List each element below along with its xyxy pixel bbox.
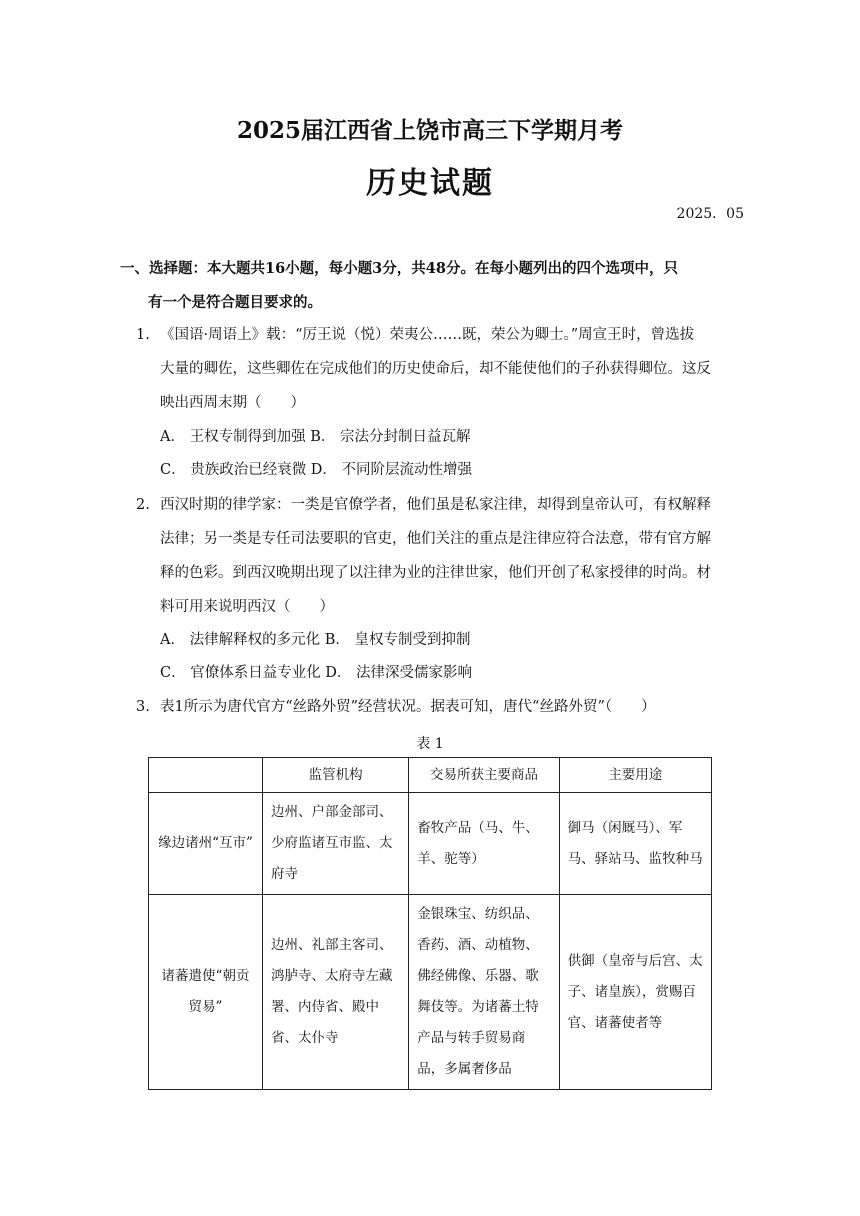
question-number: 3.: [136, 699, 150, 715]
table-cell-agency: 边州、礼部主客司、鸿胪寺、太府寺左藏署、内侍省、殿中省、太仆寺: [263, 895, 409, 1090]
table-header-row: [149, 758, 712, 793]
question-text-line: 大量的卿佐，这些卿佐在完成他们的历史使命后，却不能使他们的子孙获得卿位。这反: [160, 361, 711, 377]
trade-table: [148, 757, 712, 1090]
table-cell-goods: 畜牧产品（马、牛、羊、驼等）: [409, 793, 559, 895]
question-text-line: 释的色彩。到西汉晚期出现了以注律为业的注律世家，他们开创了私家授律的时尚。材: [160, 565, 711, 581]
subject-title: 历史试题: [366, 166, 494, 201]
section-heading-line1: 一、选择题：本大题共16小题，每小题3分，共48分。在每小题列出的四个选项中，只: [120, 260, 678, 277]
table-cell-type: 诸蕃遣使“朝贡贸易”: [149, 895, 263, 1090]
table-header-cell: 监管机构: [263, 758, 409, 793]
table-cell-use: 供御（皇帝与后宫、太子、诸皇族），赏赐百官、诸蕃使者等: [559, 895, 711, 1090]
exam-date: 2025．05: [676, 206, 744, 222]
table-cell-use: 御马（闲厩马）、军马、驿站马、监牧种马: [559, 793, 711, 895]
section-heading: [120, 252, 740, 320]
question-text-line: 《国语·周语上》载：“厉王说（悦）荣夷公……既，荣公为卿士。”周宣王时，曾选拔: [160, 327, 695, 343]
question-text-line: 西汉时期的律学家：一类是官僚学者，他们虽是私家注律，却得到皇帝认可，有权解释: [160, 497, 711, 513]
question-number: 2.: [136, 497, 150, 513]
table-header-cell: 主要用途: [559, 758, 711, 793]
table-cell-type: 缘边诸州“互市”: [149, 793, 263, 895]
question-text-line: 法律；另一类是专任司法要职的官吏，他们关注的重点是注律应符合法意，带有官方解: [160, 531, 711, 547]
table-row: [149, 793, 712, 895]
table-header-cell: [149, 758, 263, 793]
question-text-line: 料可用来说明西汉（ ）: [160, 599, 334, 615]
question-2-options-row1[interactable]: A． 法律解释权的多元化 B． 皇权专制受到抑制: [160, 632, 471, 648]
question-text-line: 表1所示为唐代官方“丝路外贸”经营状况。据表可知，唐代“丝路外贸”（ ）: [160, 699, 656, 715]
exam-title: 2025届江西省上饶市高三下学期月考: [236, 117, 623, 144]
table-caption: 表 1: [416, 736, 444, 752]
question-1: [136, 318, 740, 420]
section-heading-line2: 有一个是符合题目要求的。: [148, 294, 322, 311]
table-header-cell: 交易所获主要商品: [409, 758, 559, 793]
table-cell-goods: 金银珠宝、纺织品、香药、酒、动植物、佛经佛像、乐器、歌舞伎等。为诸蕃土特产品与转手贸易商品，多属奢侈品: [409, 895, 559, 1090]
table-row: [149, 895, 712, 1090]
question-number: 1.: [136, 327, 150, 343]
question-2: [136, 488, 740, 624]
table-cell-agency: 边州、户部金部司、少府监诸互市监、太府寺: [263, 793, 409, 895]
question-3: [136, 690, 740, 724]
question-text-line: 映出西周末期（ ）: [160, 395, 305, 411]
question-1-options-row1[interactable]: A． 王权专制得到加强 B． 宗法分封制日益瓦解: [160, 429, 471, 445]
question-2-options-row2[interactable]: C． 官僚体系日益专业化 D． 法律深受儒家影响: [160, 665, 473, 681]
question-1-options-row2[interactable]: C． 贵族政治已经衰微 D． 不同阶层流动性增强: [160, 462, 473, 478]
